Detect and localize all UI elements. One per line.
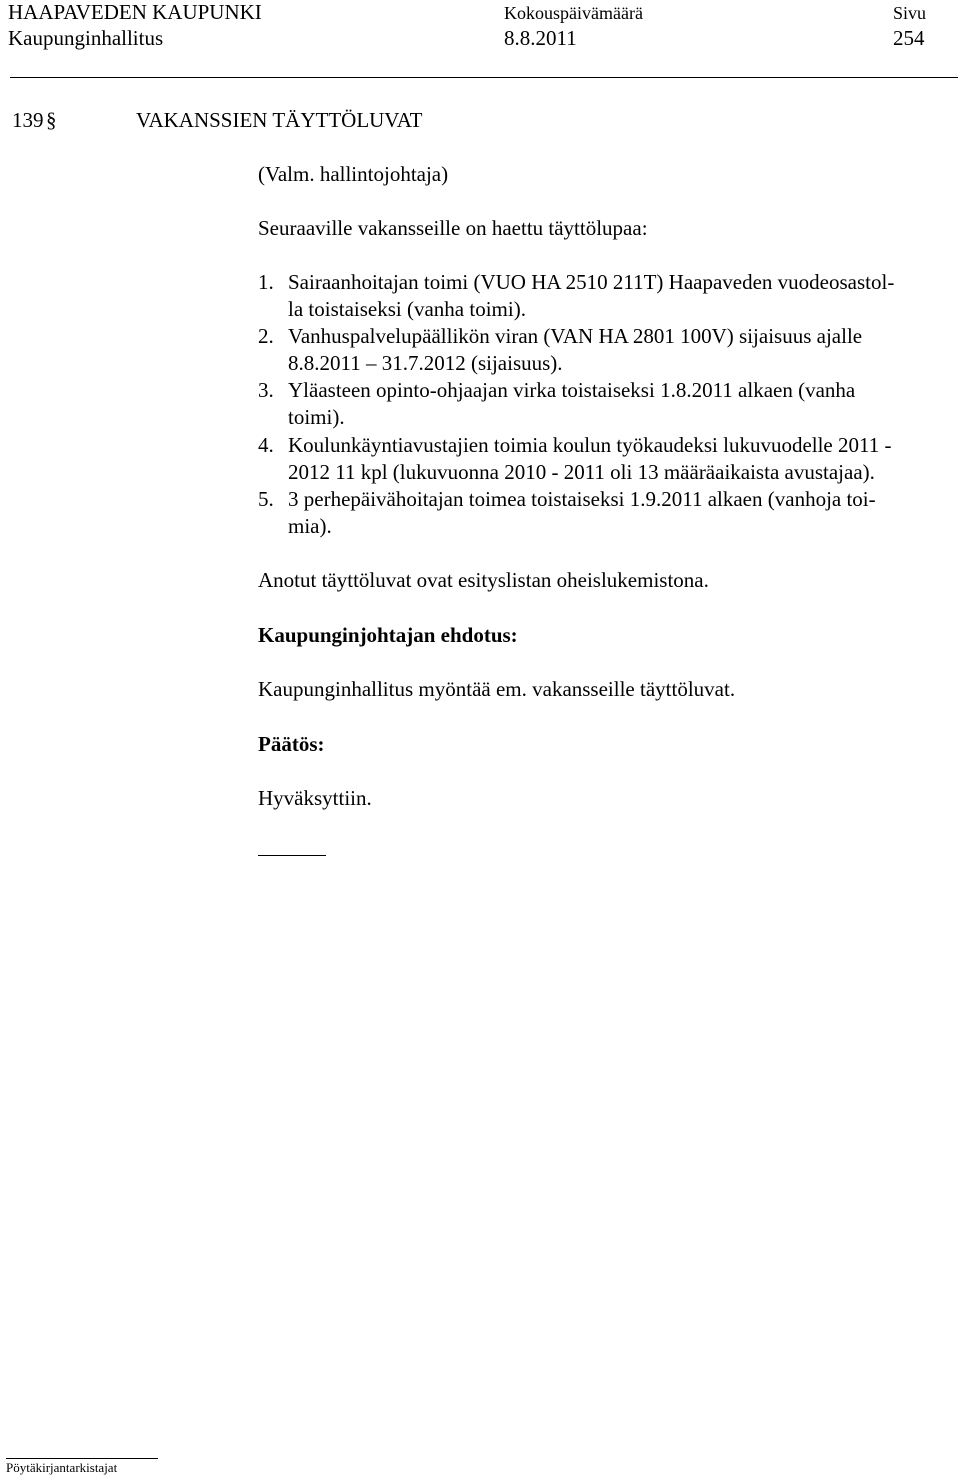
decision-text: Hyväksyttiin. [258, 786, 372, 810]
list-item-number: 2. [258, 324, 274, 348]
municipality-name: HAAPAVEDEN KAUPUNKI [8, 0, 262, 24]
board-name: Kaupunginhallitus [8, 26, 164, 50]
signature-line [6, 1458, 158, 1459]
meeting-date: 8.8.2011 [504, 26, 577, 50]
list-item-line: mia). [288, 514, 332, 538]
list-item-line: toimi). [288, 405, 345, 429]
list-item-line: Yläasteen opinto-ohjaajan virka toistaiseksi 1.8.2011 alkaen (vanha [288, 378, 856, 402]
list-item-line: 2012 11 kpl (lukuvuonna 2010 - 2011 oli 13 määräaikaista avustajaa). [288, 460, 875, 484]
section-end-rule [258, 855, 326, 856]
section-number: 139 [12, 108, 44, 132]
meeting-date-label: Kokouspäivämäärä [504, 3, 643, 23]
list-item-line: 3 perhepäivähoitajan toimea toistaiseksi 1.9.2011 alkaen (vanhoja toi- [288, 487, 876, 511]
list-item-number: 3. [258, 378, 274, 402]
list-item-line: Vanhuspalvelupäällikön viran (VAN HA 2801 100V) sijaisuus ajalle [288, 324, 863, 348]
footer-label: Pöytäkirjantarkistajat [6, 1460, 118, 1475]
preparer-note: (Valm. hallintojohtaja) [258, 162, 449, 186]
list-item-line: Koulunkäyntiavustajien toimia koulun työkaudeksi lukuvuodelle 2011 - [288, 433, 892, 457]
attachments-note: Anotut täyttöluvat ovat esityslistan oheislukemistona. [258, 568, 709, 592]
list-item-line: 8.8.2011 – 31.7.2012 (sijaisuus). [288, 351, 563, 375]
proposal-heading: Kaupunginjohtajan ehdotus: [258, 623, 518, 647]
section-title: VAKANSSIEN TÄYTTÖLUVAT [136, 108, 423, 132]
list-item-number: 5. [258, 487, 274, 511]
intro-paragraph: Seuraaville vakansseille on haettu täyttölupaa: [258, 216, 648, 240]
section-symbol: § [46, 108, 57, 132]
header-divider [10, 77, 958, 78]
list-item-number: 1. [258, 270, 274, 294]
decision-heading: Päätös: [258, 732, 325, 756]
proposal-text: Kaupunginhallitus myöntää em. vakansseille täyttöluvat. [258, 677, 736, 701]
list-item-line: la toistaiseksi (vanha toimi). [288, 297, 526, 321]
list-item-line: Sairaanhoitajan toimi (VUO HA 2510 211T) Haapaveden vuodeosastol- [288, 270, 895, 294]
page-label: Sivu [893, 3, 927, 23]
list-item-number: 4. [258, 433, 274, 457]
page-number: 254 [893, 26, 925, 50]
